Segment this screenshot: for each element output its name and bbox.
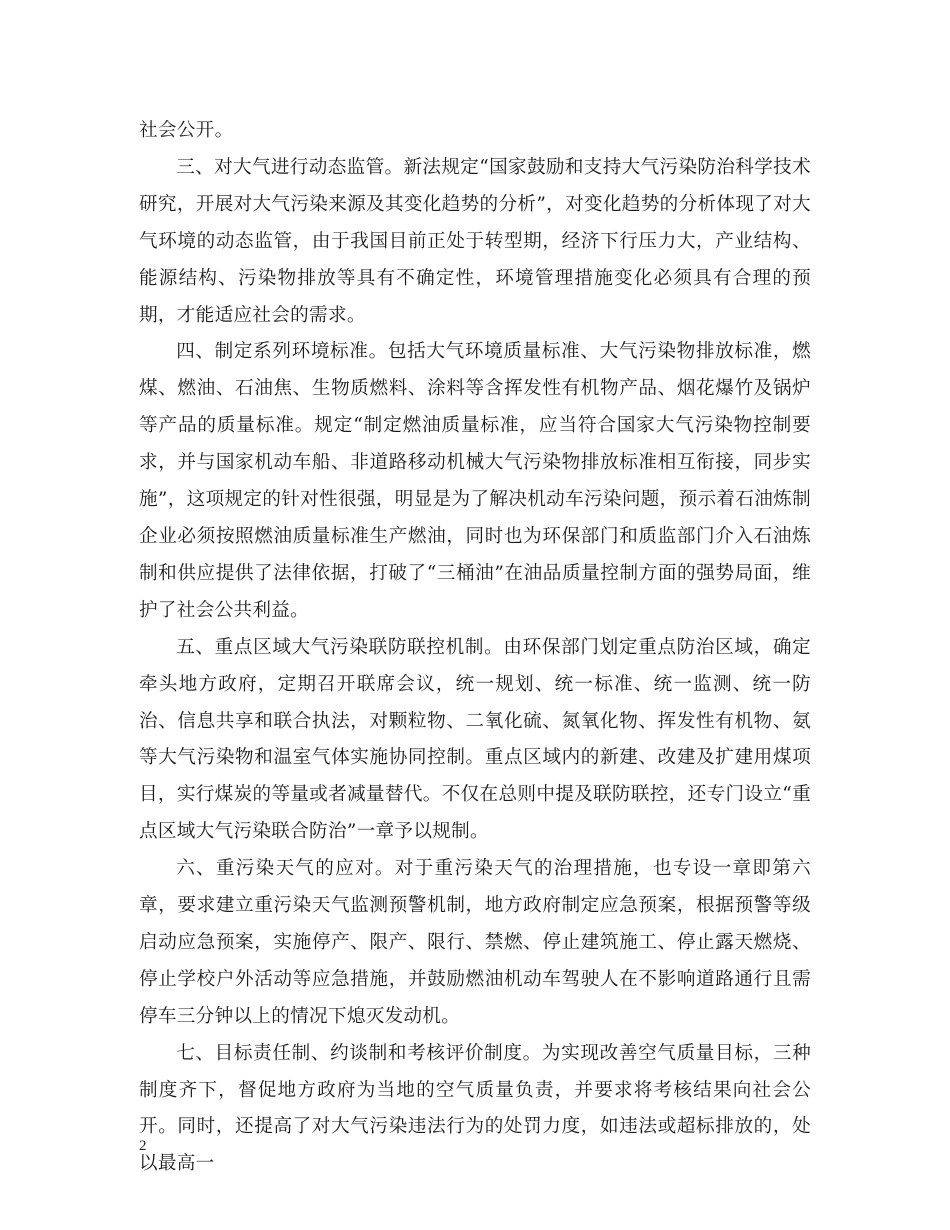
- paragraph-item-7: 七、目标责任制、约谈制和考核评价制度。为实现改善空气质量目标，三种制度齐下，督促地方政府为当地的空气质量负责，并要求将考核结果向社会公开。同时，还提高了对大气污染违法行为的处罚力度，如违法或超标排放的，处以最高一: [139, 1042, 811, 1175]
- page-number: 2: [139, 1138, 147, 1154]
- paragraph-continuation: 社会公开。: [139, 120, 234, 141]
- paragraph-item-3: 三、对大气进行动态监管。新法规定“国家鼓励和支持大气污染防治科学技术研究，开展对大气污染来源及其变化趋势的分析”，对变化趋势的分析体现了对大气环境的动态监管，由于我国目前正处于转型期，经济下行压力大，产业结构、能源结构、污染物排放等具有不确定性，环境管理措施变化必须具有合理的预期，才能适应社会的需求。: [139, 156, 811, 326]
- paragraph-item-4: 四、制定系列环境标准。包括大气环境质量标准、大气污染物排放标准，燃煤、燃油、石油焦、生物质燃料、涂料等含挥发性有机物产品、烟花爆竹及锅炉等产品的质量标准。规定“制定燃油质量标准，应当符合国家大气污染物控制要求，并与国家机动车船、非道路移动机械大气污染物排放标准相互衔接，同步实施”，这项规定的针对性很强，明显是为了解决机动车污染问题，预示着石油炼制企业必须按照燃油质量标准生产燃油，同时也为环保部门和质监部门介入石油炼制和供应提供了法律依据，打破了“三桶油”在油品质量控制方面的强势局面，维护了社会公共利益。: [139, 341, 811, 621]
- body-text: [139, 113, 811, 1183]
- paragraph-item-5: 五、重点区域大气污染联防联控机制。由环保部门划定重点防治区域，确定牵头地方政府，定期召开联席会议，统一规划、统一标准、统一监测、统一防治、信息共享和联合执法，对颗粒物、二氧化硫、氮氧化物、挥发性有机物、氨等大气污染物和温室气体实施协同控制。重点区域内的新建、改建及扩建用煤项目，实行煤炭的等量或者减量替代。不仅在总则中提及联防联控，还专门设立“重点区域大气污染联合防治”一章予以规制。: [139, 636, 811, 843]
- paragraph-item-6: 六、重污染天气的应对。对于重污染天气的治理措施，也专设一章即第六章，要求建立重污染天气监测预警机制，地方政府制定应急预案，根据预警等级启动应急预案，实施停产、限产、限行、禁燃、停止建筑施工、停止露天燃烧、停止学校户外活动等应急措施，并鼓励燃油机动车驾驶人在不影响道路通行且需停车三分钟以上的情况下熄灭发动机。: [139, 858, 811, 1027]
